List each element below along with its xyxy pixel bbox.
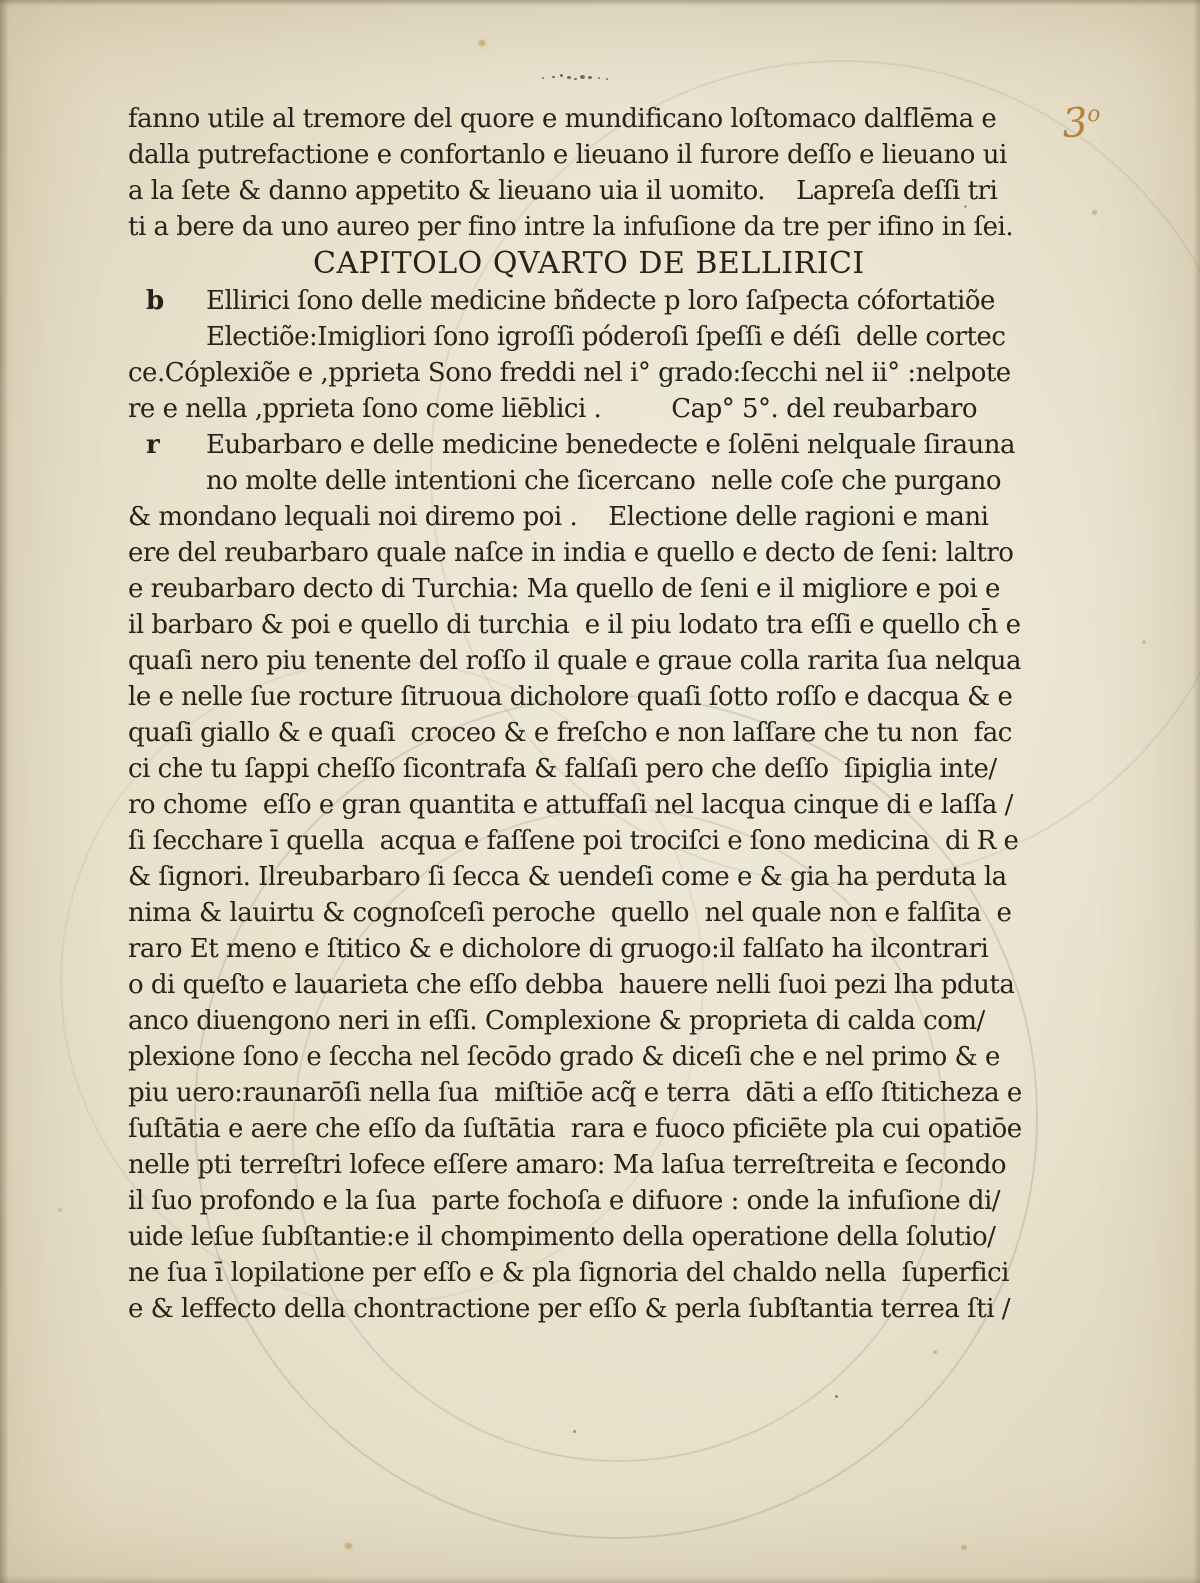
text-line xyxy=(128,391,980,427)
page-edge xyxy=(1193,0,1200,1583)
text-line xyxy=(128,137,1007,173)
text-line xyxy=(128,607,1021,643)
page-edge xyxy=(0,0,9,1583)
line-text: piu uero:raunarōſi nella ſua miſtiōe acq̃ e terra dāti a eſſo ſtiticheza e xyxy=(128,1078,1022,1108)
line-text: quaſi nero piu tenente del roſſo il quale e graue colla rarita ſua nelqua xyxy=(128,646,1022,676)
line-text: raro Et meno e ſtitico & e dicholore di gruogo:il falſato ha ilcontrari xyxy=(128,934,989,964)
line-text: ſuſtātia e aere che eſſo da ſuſtātia rara e fuoco pficiēte pla cui opatiōe xyxy=(128,1114,1022,1144)
text-line xyxy=(128,463,1002,499)
text-line xyxy=(128,895,1012,931)
text-line xyxy=(128,859,1007,895)
text-line xyxy=(128,319,1006,355)
line-text: CAPITOLO QVARTO DE BELLIRICI xyxy=(313,246,865,281)
page-edge xyxy=(0,1576,1200,1583)
line-text: dalla putrefactione e confortanlo e lieuano il furore deſſo e lieuano ui xyxy=(128,140,1007,170)
text-line xyxy=(128,499,989,535)
ink-speck xyxy=(573,1430,576,1433)
text-line xyxy=(128,643,1022,679)
line-text: quaſi giallo & e quaſi croceo & e freſcho e non laſſare che tu non fac xyxy=(128,718,1012,748)
ink-speck xyxy=(835,1395,838,1398)
fox-spot xyxy=(961,1545,967,1550)
text-line xyxy=(128,751,997,787)
text-line xyxy=(128,679,1013,715)
text-line xyxy=(128,535,1014,571)
folio-number xyxy=(1060,95,1102,148)
line-text: il ſuo profondo e la ſua parte fochoſa e difuore : onde la infuſione di/ xyxy=(128,1186,1001,1216)
text-line xyxy=(128,1291,1011,1327)
line-text: nima & lauirtu & cognoſceſi peroche quello nel quale non e falſita e xyxy=(128,898,1012,928)
text-line xyxy=(128,1039,1000,1075)
line-text: il barbaro & poi e quello di turchia e il piu lodato tra eſſi e quello ch̄ e xyxy=(128,610,1021,640)
text-line xyxy=(128,1075,1022,1111)
text-line xyxy=(128,1255,1009,1291)
fox-spot xyxy=(479,40,485,46)
fox-spot xyxy=(58,1208,62,1212)
line-text: fanno utile al tremore del quore e mundificano loſtomaco dalflēma e xyxy=(128,104,997,134)
line-text: Electiõe:Imigliori ſono igroſſi póderoſi ſpeſſi e déſi delle cortec xyxy=(206,322,1006,352)
line-text: re e nella ,pprieta ſono come liēblici . Cap° 5°. del reubarbaro xyxy=(128,394,978,424)
text-line xyxy=(128,427,1015,463)
line-text: le e nelle ſue rocture ſitruoua dicholore quaſi ſotto roſſo e dacqua & e xyxy=(128,682,1013,712)
guide-letter: b xyxy=(146,286,165,316)
text-line xyxy=(128,283,995,319)
line-text: uide leſue ſubſtantie:e il chompimento della operatione della ſolutio/ xyxy=(128,1222,996,1252)
line-text: plexione ſono e ſeccha nel ſecōdo grado & diceſi che e nel primo & e xyxy=(128,1042,1000,1072)
line-text: nelle pti terreſtri lofece eſſere amaro: Ma laſua terreſtreita e ſecondo xyxy=(128,1150,1007,1180)
line-text: e & leffecto della chontractione per eſſo & perla ſubſtantia terrea ſti / xyxy=(128,1294,1011,1324)
fox-spot xyxy=(1092,210,1097,215)
text-line xyxy=(128,787,1013,823)
folio-digit: 3 xyxy=(1060,99,1090,148)
line-text: ti a bere da uno aureo per fino intre la infuſione da tre per ifino in ſei. xyxy=(128,212,1014,242)
line-text: ci che tu ſappi cheſſo ſicontrafa & falſaſi pero che deſſo ſipiglia inte/ xyxy=(128,754,997,784)
fox-spot xyxy=(345,1543,352,1549)
fox-spot xyxy=(1142,640,1146,644)
text-line xyxy=(128,823,1019,859)
line-text: e reubarbaro decto di Turchia: Ma quello de ſeni e il migliore e poi e xyxy=(128,574,1000,604)
text-line xyxy=(128,1147,1007,1183)
text-line xyxy=(128,715,1012,751)
text-line xyxy=(128,967,1015,1003)
folio-suffix: o xyxy=(1086,101,1102,128)
line-text: ro chome eſſo e gran quantita e attuffaſi nel lacqua cinque di e laſſa / xyxy=(128,790,1013,820)
line-text: no molte delle intentioni che ſicercano nelle coſe che purgano xyxy=(206,466,1002,496)
line-text: ere del reubarbaro quale naſce in india e quello e decto de ſeni: laltro xyxy=(128,538,1014,568)
line-text: Eubarbaro e delle medicine benedecte e ſolēni nelquale ſirauna xyxy=(206,430,1015,460)
line-text: anco diuengono neri in eſſi. Complexione & proprieta di calda com/ xyxy=(128,1006,985,1036)
text-line xyxy=(128,1183,1001,1219)
line-text: ſi ſecchare ī quella acqua e faſſene poi trociſci e ſono medicina di R e xyxy=(128,826,1019,856)
line-text: & ſignori. Ilreubarbaro ſi ſecca & uendeſi come e & gia ha perduta la xyxy=(128,862,1007,892)
text-line xyxy=(128,1111,1022,1147)
text-line xyxy=(128,101,997,137)
chapter-heading xyxy=(128,245,980,283)
page-edge xyxy=(0,0,1200,6)
text-line xyxy=(128,173,998,209)
line-text: o di queſto e lauarieta che eſſo debba hauere nelli ſuoi pezi lha pduta xyxy=(128,970,1015,1000)
ink-smudge xyxy=(540,70,612,84)
line-text: & mondano lequali noi diremo poi . Electione delle ragioni e mani xyxy=(128,502,989,532)
text-block xyxy=(128,101,1022,1327)
text-line xyxy=(128,1219,996,1255)
line-text: a la ſete & danno appetito & lieuano uia il uomito. Lapreſa deſſi tri xyxy=(128,176,998,206)
line-text: ne ſua ī lopilatione per eſſo e & pla ſignoria del chaldo nella ſuperfici xyxy=(128,1258,1009,1288)
text-line xyxy=(128,931,989,967)
guide-letter: r xyxy=(146,430,160,460)
line-text: Ellirici ſono delle medicine bñdecte p loro ſaſpecta cófortatiõe xyxy=(206,286,995,316)
text-line xyxy=(128,1003,985,1039)
text-line xyxy=(128,355,1011,391)
text-line xyxy=(128,571,1000,607)
line-text: ce.Cóplexiõe e ,pprieta Sono freddi nel i° grado:ſecchi nel ii° :nelpote xyxy=(128,358,1011,388)
fox-spot xyxy=(933,1350,937,1354)
text-line xyxy=(128,209,1014,245)
